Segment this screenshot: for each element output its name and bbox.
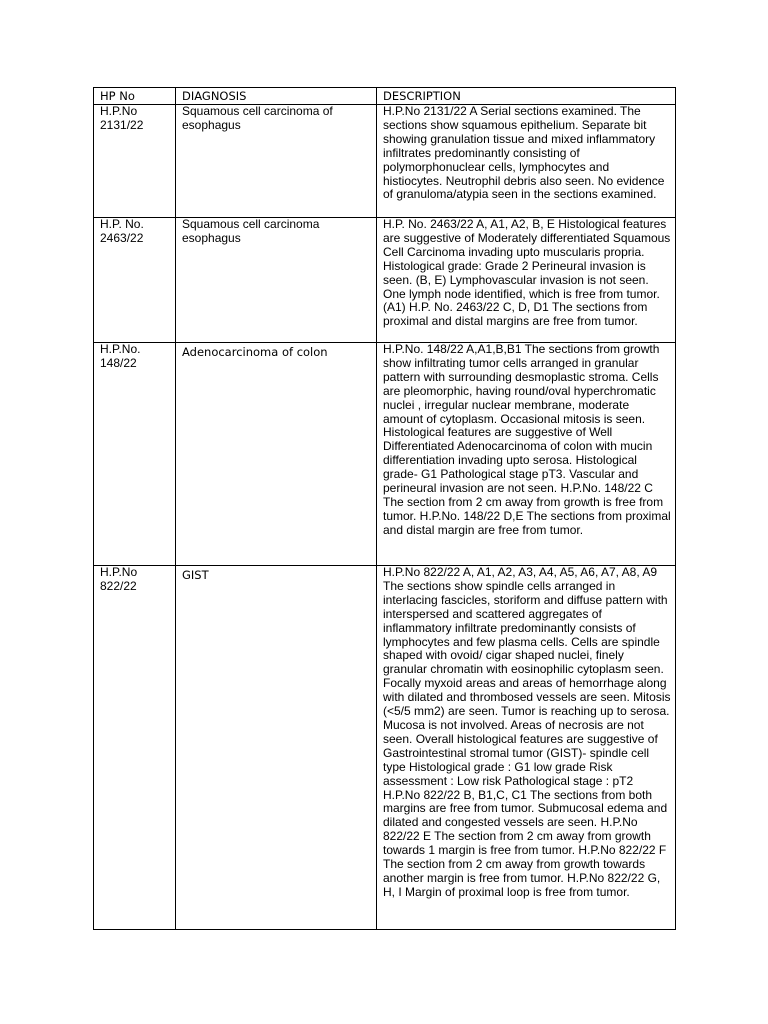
table-row [94,105,676,218]
cell-description: H.P. No. 2463/22 A, A1, A2, B, E Histological features are suggestive of Moderately differentiated Squamous Cell Carcinoma invading upto muscularis propria. Histological grade: Grade 2 Perineural invasion is seen. (B, E) Lymphovascular invasion is not seen. One lymph node identified, which is free from tumor. (A1) H.P. No. 2463/22 C, D, D1 The sections from proximal and distal margins are free from tumor. [377,218,676,343]
cell-hp-no: H.P.No 822/22 [94,566,176,930]
table-header-row [94,88,676,105]
cell-hp-no: H.P. No. 2463/22 [94,218,176,343]
cell-hp-no: H.P.No 2131/22 [94,105,176,218]
cell-diagnosis: GIST [176,566,377,930]
cell-diagnosis: Adenocarcinoma of colon [176,343,377,566]
table-row [94,343,676,566]
header-description: DESCRIPTION [377,88,676,105]
cell-description: H.P.No. 148/22 A,A1,B,B1 The sections from growth show infiltrating tumor cells arranged in granular pattern with surrounding desmoplastic stroma. Cells are pleomorphic, having round/oval hyperchromatic nuclei , irregular nuclear membrane, moderate amount of cytoplasm. Occasional mitosis is seen. Histological features are suggestive of Well Differentiated Adenocarcinoma of colon with mucin differentiation invading upto serosa. Histological grade- G1 Pathological stage pT3. Vascular and perineural invasion are not seen. H.P.No. 148/22 C The section from 2 cm away from growth is free from tumor. H.P.No. 148/22 D,E The sections from proximal and distal margin are free from tumor. [377,343,676,566]
cell-description: H.P.No 2131/22 A Serial sections examined. The sections show squamous epithelium. Separate bit showing granulation tissue and mixed inflammatory infiltrates predominantly consisting of polymorphonuclear cells, lymphocytes and histiocytes. Neutrophil debris also seen. No evidence of granuloma/atypia seen in the sections examined. [377,105,676,218]
histopathology-table [93,87,676,930]
header-hp-no: HP No [94,88,176,105]
cell-diagnosis: Squamous cell carcinoma esophagus [176,218,377,343]
table-row [94,566,676,930]
cell-diagnosis: Squamous cell carcinoma of esophagus [176,105,377,218]
header-diagnosis: DIAGNOSIS [176,88,377,105]
cell-description: H.P.No 822/22 A, A1, A2, A3, A4, A5, A6, A7, A8, A9 The sections show spindle cells arranged in interlacing fascicles, storiform and diffuse pattern with interspersed and scattered aggregates of inflammatory infiltrate predominantly consists of lymphocytes and few plasma cells. Cells are spindle shaped with ovoid/ cigar shaped nuclei, finely granular chromatin with eosinophilic cytoplasm seen. Focally myxoid areas and areas of hemorrhage along with dilated and thrombosed vessels are seen. Mitosis (<5/5 mm2) are seen. Tumor is reaching up to serosa. Mucosa is not involved. Areas of necrosis are not seen. Overall histological features are suggestive of Gastrointestinal stromal tumor (GIST)- spindle cell type Histological grade : G1 low grade Risk assessment : Low risk Pathological stage : pT2 H.P.No 822/22 B, B1,C, C1 The sections from both margins are free from tumor. Submucosal edema and dilated and congested vessels are seen. H.P.No 822/22 E The section from 2 cm away from growth towards 1 margin is free from tumor. H.P.No 822/22 F The section from 2 cm away from growth towards another margin is free from tumor. H.P.No 822/22 G, H, I Margin of proximal loop is free from tumor. [377,566,676,930]
cell-hp-no: H.P.No. 148/22 [94,343,176,566]
table-row [94,218,676,343]
